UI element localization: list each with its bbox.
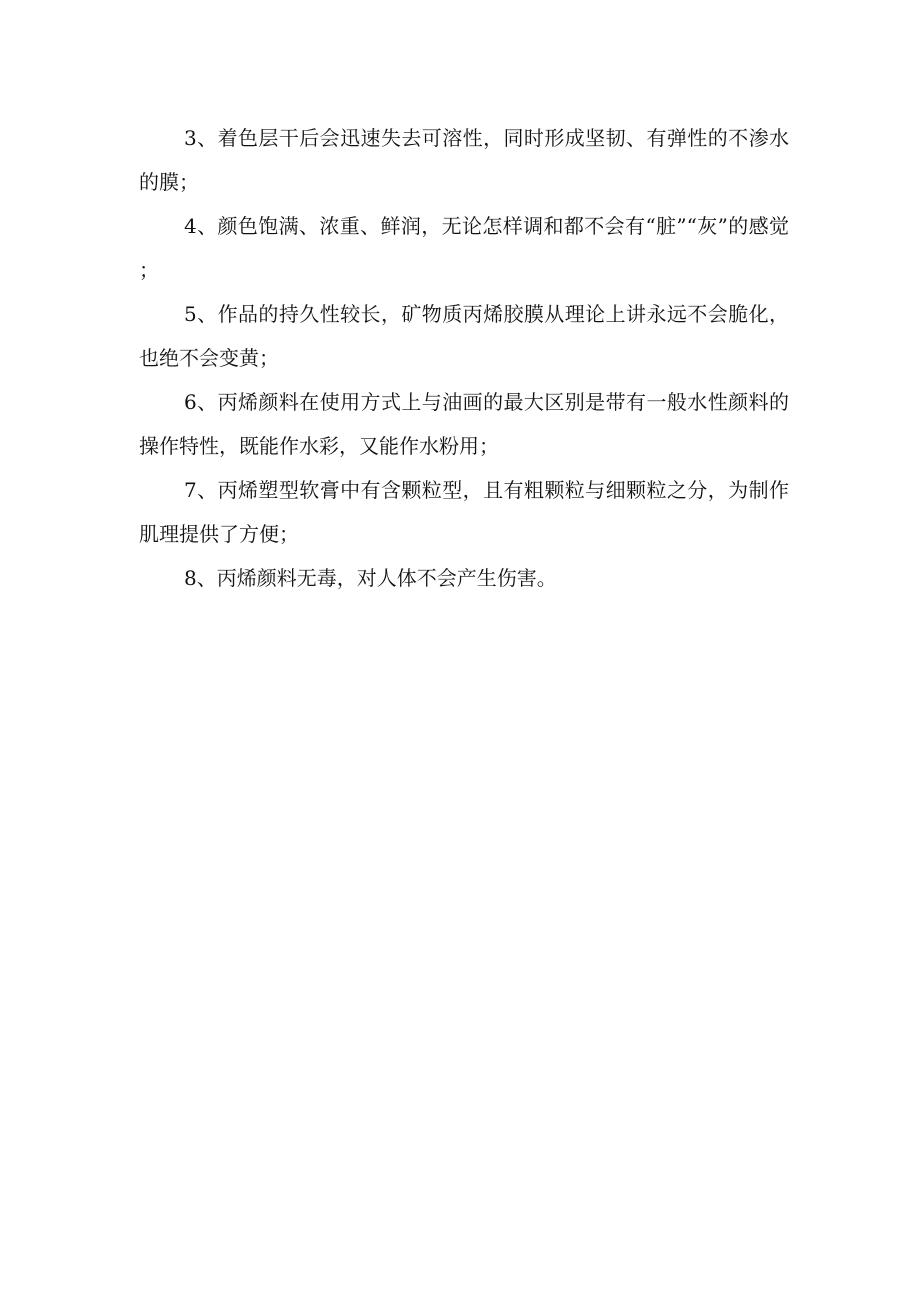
paragraph-item-7: 7、丙烯塑型软膏中有含颗粒型，且有粗颗粒与细颗粒之分，为制作肌理提供了方便；	[139, 478, 789, 546]
paragraph-item-8: 8、丙烯颜料无毒，对人体不会产生伤害。	[184, 566, 557, 590]
paragraph-item-6: 6、丙烯颜料在使用方式上与油画的最大区别是带有一般水性颜料的操作特性，既能作水彩，又能作水粉用；	[139, 390, 789, 458]
document-body	[139, 116, 789, 600]
paragraph-item-3: 3、着色层干后会迅速失去可溶性，同时形成坚韧、有弹性的不渗水的膜；	[139, 126, 789, 194]
paragraph-item-4: 4、颜色饱满、浓重、鲜润，无论怎样调和都不会有“脏”“灰”的感觉；	[139, 214, 789, 282]
paragraph-item-5: 5、作品的持久性较长，矿物质丙烯胶膜从理论上讲永远不会脆化，也绝不会变黄；	[139, 302, 789, 370]
